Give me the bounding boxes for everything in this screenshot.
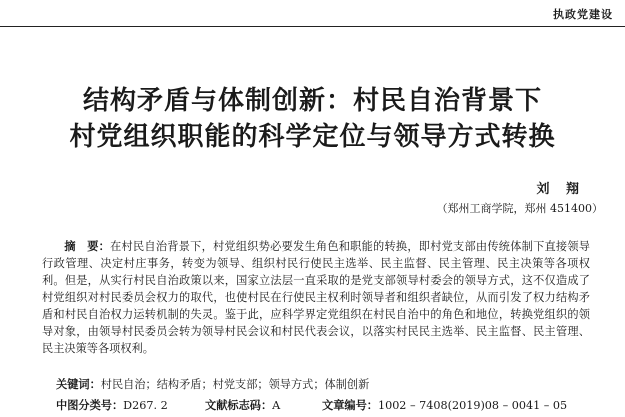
article-number-label: 文章编号： <box>322 399 378 412</box>
author-affiliation: （郑州工商学院，郑州 451400） <box>436 202 603 215</box>
document-code-label: 文献标志码： <box>205 399 273 412</box>
document-code <box>205 397 280 413</box>
clc-value: D267. 2 <box>123 399 168 412</box>
clc-label: 中图分类号： <box>56 399 124 412</box>
clc-number <box>56 397 168 413</box>
article-title-line-1: 结构矛盾与体制创新：村民自治背景下 <box>82 86 542 116</box>
header-rule <box>0 26 625 27</box>
abstract-label: 摘 要： <box>64 240 111 253</box>
abstract-text: 在村民自治背景下，村党组织势必要发生角色和职能的转换，即村党支部由传统体制下直接领导行政管理、决定村庄事务，转变为领导、组织村民行使民主选举、民主监督、民主管理、民主决策等各项权利。但是，从实行村民自治政策以来，国家立法层一直采取的是党支部领导村委会的领导方式，这不仅造成了村党组织对村民委员会权力的取代，也使村民在行使民主权利时领导者和组织者缺位，从而引发了权力结构矛盾和村民自治权力运转机制的失灵。鉴于此，应科学界定党组织在村民自治中的角色和地位，转换党组织的领导对象，由领导村民委员会转为领导村民会议和村民代表会议，以落实村民民主选举、民主监督、民主管理、民主决策等各项权利。 <box>42 240 590 355</box>
document-code-value: A <box>272 399 281 412</box>
keywords-label: 关键词： <box>56 378 101 391</box>
keywords-text: 村民自治；结构矛盾；村党支部；领导方式；体制创新 <box>100 378 370 391</box>
article-title-line-2: 村党组织职能的科学定位与领导方式转换 <box>69 122 556 152</box>
keywords <box>56 376 596 392</box>
journal-section-tag: 执政党建设 <box>553 8 613 21</box>
article-number <box>322 397 567 413</box>
article-number-value: 1002 – 7408(2019)08 – 0041 – 05 <box>377 399 568 412</box>
author-name: 刘 翔 <box>536 182 585 197</box>
abstract <box>42 238 590 357</box>
